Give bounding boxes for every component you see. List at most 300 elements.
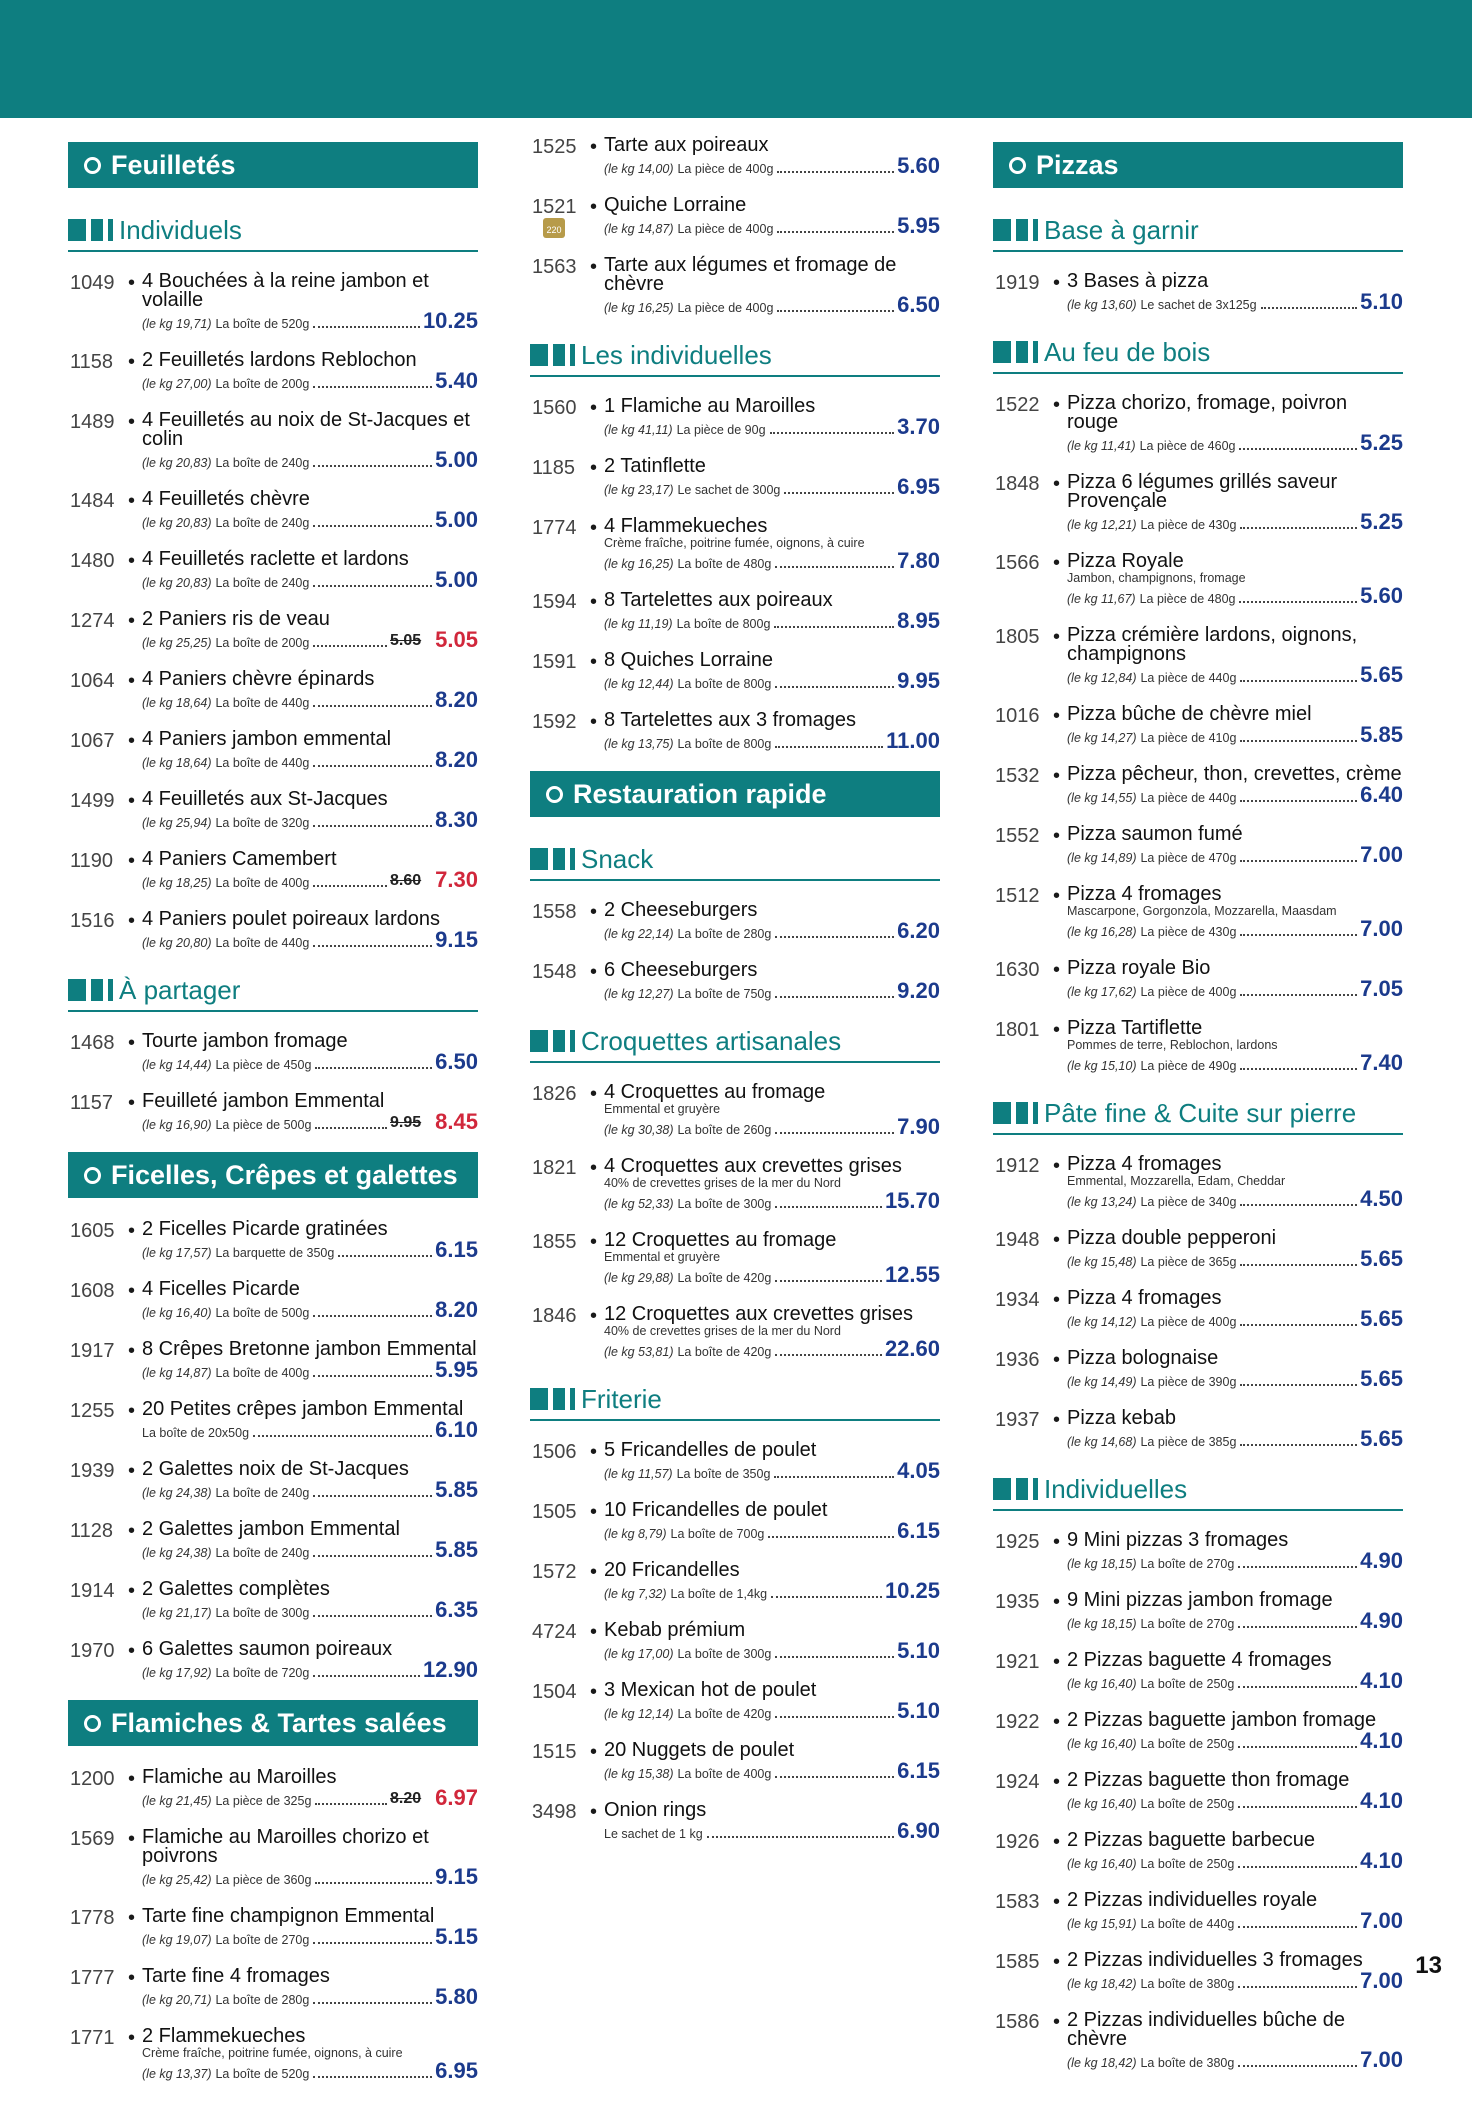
price: 15.70 [884,1188,940,1213]
bullet-icon: • [590,1501,598,1523]
product-unit-line [1067,662,1403,687]
bars-icon [993,219,1038,241]
leader-dots [775,566,894,568]
product-name: 4 Paniers chèvre épinards [142,668,375,690]
leader-dots [1240,994,1357,996]
package-size: La pièce de 470g [1140,851,1237,865]
product-code: 1506 [532,1441,577,1463]
bullet-icon: • [1053,765,1061,787]
product-unit-line [604,1336,940,1361]
price-per-kg: (le kg 7,32) [604,1587,667,1601]
product-code: 1064 [70,670,115,692]
price: 8.45 [435,1109,478,1134]
leader-dots [707,1836,894,1838]
product-unit-line [1067,1548,1403,1573]
product-code: 1499 [70,790,115,812]
price-per-kg: (le kg 18,15) [1067,1617,1137,1631]
price-per-kg: (le kg 14,49) [1067,1375,1137,1389]
bullet-icon: • [128,1828,136,1850]
leader-dots [777,171,894,173]
column-left [68,136,478,2101]
price: 9.15 [435,1864,478,1889]
package-size: La boîte de 280g [677,927,772,941]
product-body [604,1801,940,1841]
price: 7.00 [1360,2047,1403,2072]
package-size: La boîte de 250g [1140,1677,1235,1691]
bars-icon [530,848,575,870]
product-name: Pizza kebab [1067,1407,1176,1429]
price-per-kg: (le kg 13,60) [1067,298,1137,312]
product-unit-line [142,1864,478,1889]
product-name: Tarte aux légumes et fromage de chèvre [604,254,897,295]
product-code: 1926 [995,1831,1040,1853]
product-unit-line [1067,1426,1403,1451]
product-name: 8 Quiches Lorraine [604,649,773,671]
product-body [1067,1891,1403,1931]
product-item [68,790,478,830]
product-code: 1566 [995,552,1040,574]
leader-dots [313,1375,432,1377]
product-code: 1563 [532,256,577,278]
bullet-icon: • [590,1681,598,1703]
package-size: La boîte de 240g [215,576,310,590]
product-code: 1939 [70,1460,115,1482]
package-size: La boîte de 380g [1140,2056,1235,2070]
price-per-kg: (le kg 16,40) [1067,1857,1137,1871]
product-code: 1592 [532,711,577,733]
product-code: 1914 [70,1580,115,1602]
price: 6.50 [897,292,940,317]
price-per-kg: (le kg 14,27) [1067,731,1137,745]
bars-icon [68,219,113,241]
leader-dots [775,1354,882,1356]
leader-dots [1240,680,1357,682]
price: 8.20 [435,1297,478,1322]
product-unit-line [1067,976,1403,1001]
product-body [142,1828,478,1887]
leader-dots [313,885,387,887]
product-body [142,272,478,331]
product-body [1067,1289,1403,1329]
product-unit-line [1067,722,1403,747]
product-note: Jambon, champignons, fromage [1067,571,1246,585]
product-body [142,1640,478,1680]
product-item [68,670,478,710]
product-code: 1921 [995,1651,1040,1673]
price-per-kg: (le kg 14,00) [604,162,674,176]
product-unit-line [142,1109,478,1134]
product-unit-line [604,668,940,693]
price: 4.05 [897,1458,940,1483]
product-code: 1255 [70,1400,115,1422]
product-name: Quiche Lorraine [604,194,747,216]
product-body [604,1231,940,1285]
leader-dots [315,1803,387,1805]
price: 5.60 [1360,583,1403,608]
package-size: La boîte de 270g [1140,1617,1235,1631]
product-item [68,1032,478,1072]
product-code: 1522 [995,394,1040,416]
bullet-icon: • [590,256,598,278]
product-body [1067,1771,1403,1811]
price-per-kg: (le kg 23,17) [604,483,674,497]
subsection-heading [993,1093,1403,1135]
product-code: 1605 [70,1220,115,1242]
product-name: 4 Feuilletés au noix de St-Jacques et colin [142,409,470,450]
product-note: Emmental et gruyère [604,1102,721,1116]
bullet-icon: • [128,1220,136,1242]
leader-dots [313,945,432,947]
package-size: La boîte de 420g [677,1271,772,1285]
product-item [530,651,940,691]
product-unit-line [604,1638,940,1663]
product-body [604,961,940,1001]
bullet-icon: • [128,1907,136,1929]
price: 22.60 [884,1336,940,1361]
product-item [530,711,940,751]
price-per-kg: (le kg 25,25) [142,636,212,650]
subsection-heading [993,210,1403,252]
package-size: La pièce de 440g [1140,791,1237,805]
product-item [993,272,1403,312]
product-item [530,196,940,236]
product-code: 1924 [995,1771,1040,1793]
circle-icon [84,157,101,174]
product-item [993,1349,1403,1389]
price-per-kg: (le kg 53,81) [604,1345,674,1359]
package-size: La boîte de 320g [215,816,310,830]
package-size: La pièce de 400g [1140,1315,1237,1329]
bullet-icon: • [1053,1229,1061,1251]
section-title: Pizzas [1036,150,1119,180]
product-name: Flamiche au Maroilles chorizo et poivrons [142,1826,429,1867]
package-size: La boîte de 420g [677,1707,772,1721]
price: 4.10 [1360,1788,1403,1813]
price: 6.50 [435,1049,478,1074]
product-body [142,411,478,470]
product-name: 5 Fricandelles de poulet [604,1439,817,1461]
circle-icon [84,1167,101,1184]
bullet-icon: • [1053,885,1061,907]
product-name: Tarte fine 4 fromages [142,1965,330,1987]
product-unit-line [1067,2047,1403,2072]
leader-dots [313,1942,432,1944]
bullet-icon: • [590,711,598,733]
product-code: 1484 [70,490,115,512]
price-per-kg: (le kg 20,71) [142,1993,212,2007]
package-size: La boîte de 400g [677,1767,772,1781]
product-body [604,901,940,941]
product-body [604,1157,940,1211]
price: 5.60 [897,153,940,178]
product-code: 1608 [70,1280,115,1302]
bullet-icon: • [128,351,136,373]
product-item [68,490,478,530]
price-per-kg: (le kg 21,45) [142,1794,212,1808]
price: 8.30 [435,807,478,832]
bullet-icon: • [128,1520,136,1542]
product-item [993,1891,1403,1931]
package-size: La boîte de 440g [215,696,310,710]
package-size: La boîte de 300g [677,1197,772,1211]
product-item [530,517,940,571]
product-name: 2 Pizzas baguette jambon fromage [1067,1709,1377,1731]
product-code: 3498 [532,1801,577,1823]
price-per-kg: (le kg 14,44) [142,1058,212,1072]
product-unit-line [142,507,478,532]
leader-dots [313,465,432,467]
product-code: 1157 [70,1092,114,1114]
price: 7.40 [1360,1050,1403,1075]
product-item [993,1771,1403,1811]
product-item [68,1580,478,1620]
package-size: La boîte de 270g [215,1933,310,1947]
product-code: 1505 [532,1501,577,1523]
product-body [1067,1531,1403,1571]
product-name: Pizza Tartiflette [1067,1017,1203,1039]
leader-dots [774,626,894,628]
product-item [530,1441,940,1481]
bullet-icon: • [128,2027,136,2049]
bullet-icon: • [590,651,598,673]
bullet-icon: • [590,1441,598,1463]
leader-dots [313,2002,432,2004]
price-per-kg: (le kg 30,38) [604,1123,674,1137]
price: 5.25 [1360,509,1403,534]
product-name: Pizza 4 fromages [1067,1153,1222,1175]
package-size: La boîte de 260g [677,1123,772,1137]
product-item [530,136,940,176]
product-code: 1934 [995,1289,1040,1311]
product-item [993,1951,1403,1991]
product-item [993,1591,1403,1631]
price-per-kg: (le kg 17,57) [142,1246,212,1260]
package-size: La pièce de 90g [676,423,766,437]
product-name: 3 Bases à pizza [1067,270,1209,292]
price: 8.95 [897,608,940,633]
product-unit-line [142,1785,478,1810]
product-unit-line [1067,430,1403,455]
leader-dots [313,2076,432,2078]
product-name: 4 Bouchées à la reine jambon et volaille [142,270,429,311]
package-size: La boîte de 20x50g [142,1426,250,1440]
product-name: 2 Pizzas individuelles bûche de chèvre [1067,2009,1345,2050]
price: 6.10 [435,1417,478,1442]
product-body [142,730,478,770]
product-body [604,1561,940,1601]
package-size: Le sachet de 1 kg [604,1827,703,1841]
product-body [142,1400,478,1440]
package-size: La pièce de 490g [1140,1059,1237,1073]
subsection-heading [993,1469,1403,1511]
product-body [142,1280,478,1320]
price-per-kg: (le kg 25,94) [142,816,212,830]
product-name: 2 Paniers ris de veau [142,608,330,630]
bullet-icon: • [1053,552,1061,574]
section-title: Feuilletés [111,150,236,180]
subsection-heading [993,332,1403,374]
package-size: La boîte de 440g [215,756,310,770]
leader-dots [1238,1986,1357,1988]
product-name: 20 Petites crêpes jambon Emmental [142,1398,464,1420]
product-body [142,1768,478,1808]
product-item [993,1831,1403,1871]
section-title: Ficelles, Crêpes et galettes [111,1160,458,1190]
circle-icon [84,1715,101,1732]
product-unit-line [1067,509,1403,534]
leader-dots [1240,1324,1357,1326]
price-per-kg: (le kg 11,57) [604,1467,673,1481]
price: 5.85 [435,1477,478,1502]
price-per-kg: (le kg 24,38) [142,1546,212,1560]
product-name: 4 Paniers Camembert [142,848,337,870]
leader-dots [313,825,432,827]
product-unit-line [604,292,940,317]
bullet-icon: • [128,1580,136,1602]
price-per-kg: (le kg 52,33) [604,1197,674,1211]
product-item [68,1220,478,1260]
price: 12.90 [422,1657,478,1682]
package-size: La boîte de 250g [1140,1737,1235,1751]
price: 5.95 [435,1357,478,1382]
subsection-title: Les individuelles [581,339,772,370]
bullet-icon: • [1053,1531,1061,1553]
product-unit-line [142,1597,478,1622]
price: 7.00 [1360,842,1403,867]
bullet-icon: • [128,1460,136,1482]
product-code: 1572 [532,1561,577,1583]
old-price: 9.95 [390,1114,422,1131]
product-body [142,1520,478,1560]
price-per-kg: (le kg 18,64) [142,756,212,770]
price: 4.10 [1360,1668,1403,1693]
price-per-kg: (le kg 16,25) [604,301,674,315]
price-per-kg: (le kg 12,21) [1067,518,1137,532]
product-unit-line [142,867,478,892]
product-code: 1586 [995,2011,1040,2033]
leader-dots [313,705,432,707]
bullet-icon: • [128,411,136,433]
subsection-title: Snack [581,843,654,874]
price-per-kg: (le kg 22,14) [604,927,674,941]
product-name: Feuilleté jambon Emmental [142,1090,385,1112]
product-name: 2 Galettes noix de St-Jacques [142,1458,409,1480]
product-note: Crème fraîche, poitrine fumée, oignons, à cuire [142,2046,403,2060]
product-unit-line [604,414,940,439]
product-body [604,591,940,631]
product-unit-line [1067,842,1403,867]
package-size: La boîte de 270g [1140,1557,1235,1571]
product-body [604,1083,940,1137]
product-code: 1516 [70,910,115,932]
price-per-kg: (le kg 11,67) [1067,592,1136,606]
price: 6.95 [897,474,940,499]
product-item [68,1092,478,1132]
product-name: 20 Fricandelles [604,1559,740,1581]
leader-dots [1238,1806,1357,1808]
product-item [68,1967,478,2007]
product-body [142,351,478,391]
price: 6.20 [897,918,940,943]
product-item [993,473,1403,532]
product-item [68,1460,478,1500]
leader-dots [775,1132,894,1134]
price-per-kg: (le kg 13,75) [604,737,674,751]
leader-dots [1261,307,1358,309]
package-size: La boîte de 250g [1140,1797,1235,1811]
product-name: 2 Galettes jambon Emmental [142,1518,400,1540]
product-note: Emmental et gruyère [604,1250,721,1264]
product-name: 2 Pizzas individuelles 3 fromages [1067,1949,1363,1971]
price-per-kg: (le kg 16,40) [1067,1737,1137,1751]
product-name: Tourte jambon fromage [142,1030,348,1052]
bullet-icon: • [590,136,598,158]
product-name: Pizza crémière lardons, oignons, champignons [1067,624,1358,665]
package-size: La boîte de 250g [1140,1857,1235,1871]
bullet-icon: • [590,397,598,419]
price-per-kg: (le kg 12,27) [604,987,674,1001]
price: 5.25 [1360,430,1403,455]
price-per-kg: (le kg 11,19) [604,617,673,631]
product-item [68,1280,478,1320]
product-unit-line [604,1578,940,1603]
column-middle [530,136,940,1861]
price-per-kg: (le kg 12,84) [1067,671,1137,685]
product-item [993,885,1403,939]
product-unit-line [1067,1306,1403,1331]
product-name: 9 Mini pizzas jambon fromage [1067,1589,1333,1611]
product-unit-line [142,1357,478,1382]
product-item [68,1907,478,1947]
leader-dots [315,1067,432,1069]
leader-dots [1238,1566,1357,1568]
leader-dots [315,1127,387,1129]
product-code: 1190 [70,850,114,872]
price: 3.70 [897,414,940,439]
price: 5.95 [897,213,940,238]
product-item [993,2011,1403,2070]
price-per-kg: (le kg 15,48) [1067,1255,1137,1269]
package-size: La pièce de 460g [1139,439,1236,453]
product-unit-line [1067,1050,1403,1075]
bullet-icon: • [590,1305,598,1327]
product-name: Pizza chorizo, fromage, poivron rouge [1067,392,1348,433]
product-name: 2 Cheeseburgers [604,899,758,921]
product-item [993,1531,1403,1571]
product-unit-line [1067,1186,1403,1211]
product-item [993,552,1403,606]
price-per-kg: (le kg 16,40) [142,1306,212,1320]
package-size: La pièce de 400g [677,162,774,176]
product-name: 1 Flamiche au Maroilles [604,395,816,417]
product-unit-line [142,1297,478,1322]
price-per-kg: (le kg 17,00) [604,1647,674,1661]
price: 6.90 [897,1818,940,1843]
package-size: La boîte de 300g [215,1606,310,1620]
package-size: La boîte de 400g [215,876,310,890]
price: 7.80 [897,548,940,573]
product-body [604,1621,940,1661]
product-name: 2 Pizzas baguette barbecue [1067,1829,1315,1851]
product-item [993,626,1403,685]
package-size: La barquette de 350g [215,1246,335,1260]
product-code: 1855 [532,1231,577,1253]
price: 5.65 [1360,1246,1403,1271]
leader-dots [775,1776,894,1778]
section-heading [993,142,1403,188]
bullet-icon: • [128,610,136,632]
price-per-kg: (le kg 14,87) [604,222,674,236]
